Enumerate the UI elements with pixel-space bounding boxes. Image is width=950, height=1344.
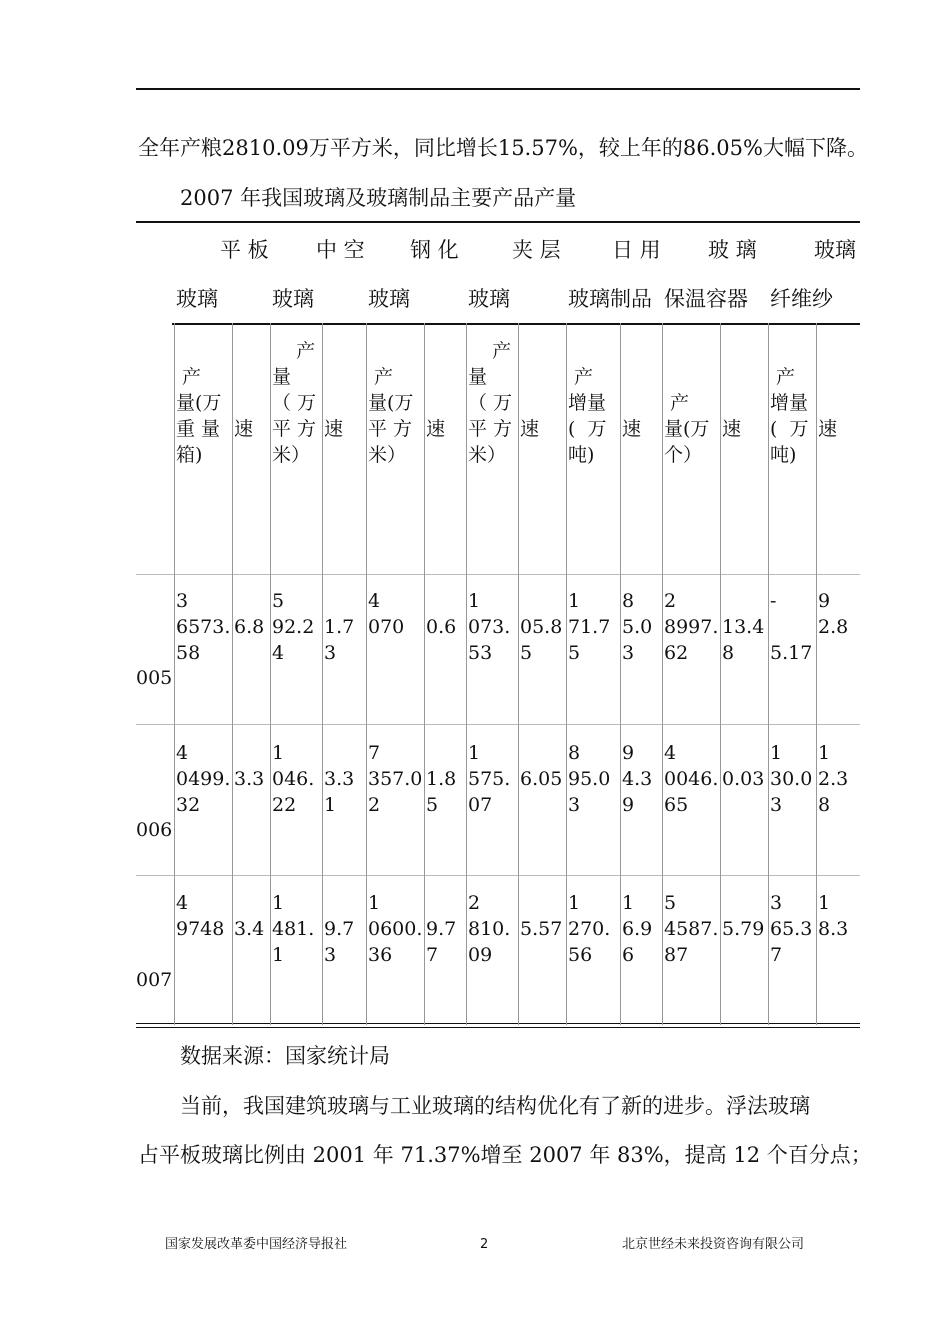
row-divider	[136, 875, 860, 876]
source-note: 数据来源：国家统计局	[180, 1044, 390, 1068]
column-divider	[662, 323, 663, 1025]
row-divider	[136, 574, 860, 575]
table-cell: 0.03	[722, 768, 765, 790]
column-subheader: 速	[426, 418, 446, 440]
column-subheader: 速	[234, 418, 254, 440]
column-subheader: 产 量(万 个）	[664, 392, 710, 466]
column-group-header-top: 玻 璃	[708, 238, 757, 262]
column-group-header-top: 钢 化	[410, 238, 459, 262]
footer-publisher: 国家发展改革委中国经济导报社	[165, 1237, 348, 1252]
column-divider	[816, 323, 817, 1025]
table-cell: 1 575. 07	[468, 742, 511, 816]
header-rule	[172, 323, 860, 325]
table-cell: 0.6	[426, 616, 457, 638]
footer-company: 北京世经未来投资咨询有限公司	[622, 1237, 805, 1252]
table-cell: 3 65.3 7	[770, 892, 813, 966]
column-divider	[232, 323, 233, 1025]
table-cell: 9 2.8	[818, 590, 849, 638]
column-divider	[768, 323, 769, 1025]
table-cell: 6.8	[234, 616, 265, 638]
column-subheader: 产 量(万 平 方 米）	[368, 366, 414, 466]
column-group-header-bottom: 纤维纱	[770, 287, 833, 311]
table-cell: 1 0600. 36	[368, 892, 423, 966]
table-cell: 9.7 3	[324, 918, 355, 966]
table-cell: 5.57	[520, 918, 563, 940]
column-divider	[322, 323, 323, 1025]
column-subheader: 速	[722, 418, 742, 440]
table-cell: 1.7 3	[324, 616, 355, 664]
column-divider	[720, 323, 721, 1025]
table-top-rule	[136, 221, 860, 223]
table-cell: 5.79	[722, 918, 765, 940]
column-subheader: 产 量 （ 万 平 方 米）	[468, 340, 513, 466]
table-cell: 13.4 8	[722, 616, 765, 664]
row-year: 007	[136, 969, 173, 991]
column-subheader: 产 量 （ 万 平 方 米）	[272, 340, 317, 466]
table-cell: 5 92.2 4	[272, 590, 315, 664]
table-title: 2007 年我国玻璃及玻璃制品主要产品产量	[180, 186, 577, 210]
table-cell: 2 810. 09	[468, 892, 511, 966]
column-divider	[620, 323, 621, 1025]
column-subheader: 产 量(万 重 量 箱)	[176, 366, 222, 466]
column-group-header-bottom: 玻璃	[468, 287, 510, 311]
table-cell: 8 95.0 3	[568, 742, 611, 816]
table-cell: 3.4	[234, 918, 265, 940]
column-subheader: 速	[622, 418, 642, 440]
column-subheader: 产 增量 ( 万 吨)	[568, 366, 607, 466]
table-cell: 1 073. 53	[468, 590, 511, 664]
table-cell: 3 6573. 58	[176, 590, 231, 664]
column-subheader: 产 增量 ( 万 吨)	[770, 366, 809, 466]
table-cell: 1 2.3 8	[818, 742, 849, 816]
paragraph-line-1: 当前，我国建筑玻璃与工业玻璃的结构优化有了新的进步。浮法玻璃	[180, 1094, 810, 1118]
table-cell: 3.3 1	[324, 768, 355, 816]
row-year: 005	[136, 667, 173, 689]
column-group-header-top: 平 板	[220, 238, 269, 262]
table-cell: 1 046. 22	[272, 742, 315, 816]
column-group-header-bottom: 玻璃	[272, 287, 314, 311]
row-year: 006	[136, 819, 173, 841]
table-cell: 1 6.9 6	[622, 892, 653, 966]
column-group-header-bottom: 玻璃制品	[568, 287, 652, 311]
column-group-header-bottom: 保温容器	[664, 287, 748, 311]
column-group-header-bottom: 玻璃	[176, 287, 218, 311]
column-subheader: 速	[818, 418, 838, 440]
column-divider	[424, 323, 425, 1025]
table-cell: 1 8.3	[818, 892, 849, 940]
table-cell: 1 30.0 3	[770, 742, 813, 816]
column-divider	[366, 323, 367, 1025]
column-group-header-top: 夹 层	[512, 238, 561, 262]
column-divider	[270, 323, 271, 1025]
table-cell: 8 5.0 3	[622, 590, 653, 664]
column-divider	[566, 323, 567, 1025]
column-group-header-top: 中 空	[316, 238, 365, 262]
table-cell: 4 0499. 32	[176, 742, 231, 816]
page-number: 2	[480, 1237, 489, 1252]
table-cell: 1 71.7 5	[568, 590, 611, 664]
column-divider	[466, 323, 467, 1025]
column-subheader: 速	[324, 418, 344, 440]
table-cell: 1 481. 1	[272, 892, 315, 966]
column-group-header-top: 日 用	[612, 238, 661, 262]
column-group-header-bottom: 玻璃	[368, 287, 410, 311]
table-cell: 4 0046. 65	[664, 742, 719, 816]
table-cell: - 5.17	[770, 590, 813, 664]
table-bottom-rule	[136, 1027, 860, 1028]
table-cell: 5 4587. 87	[664, 892, 719, 966]
table-cell: 7 357.0 2	[368, 742, 423, 816]
column-divider	[174, 323, 175, 1025]
column-subheader: 速	[520, 418, 540, 440]
table-cell: 1.8 5	[426, 768, 457, 816]
intro-line: 全年产粮2810.09万平方米，同比增长15.57%，较上年的86.05%大幅下降。	[138, 136, 868, 160]
table-cell: 6.05	[520, 768, 563, 790]
row-divider	[136, 724, 860, 725]
table-cell: 4 9748	[176, 892, 225, 940]
table-bottom-rule	[136, 1023, 860, 1024]
paragraph-line-2: 占平板玻璃比例由 2001 年 71.37%增至 2007 年 83%，提高 12 个百分点；	[138, 1143, 872, 1167]
table-cell: 05.8 5	[520, 616, 563, 664]
table-cell: 4 070	[368, 590, 405, 638]
table-cell: 9 4.3 9	[622, 742, 653, 816]
column-divider	[518, 323, 519, 1025]
column-group-header-top: 玻璃	[814, 238, 856, 262]
top-rule	[136, 88, 860, 90]
table-cell: 1 270. 56	[568, 892, 611, 966]
table-cell: 2 8997. 62	[664, 590, 719, 664]
table-cell: 3.3	[234, 768, 265, 790]
table-cell: 9.7 7	[426, 918, 457, 966]
